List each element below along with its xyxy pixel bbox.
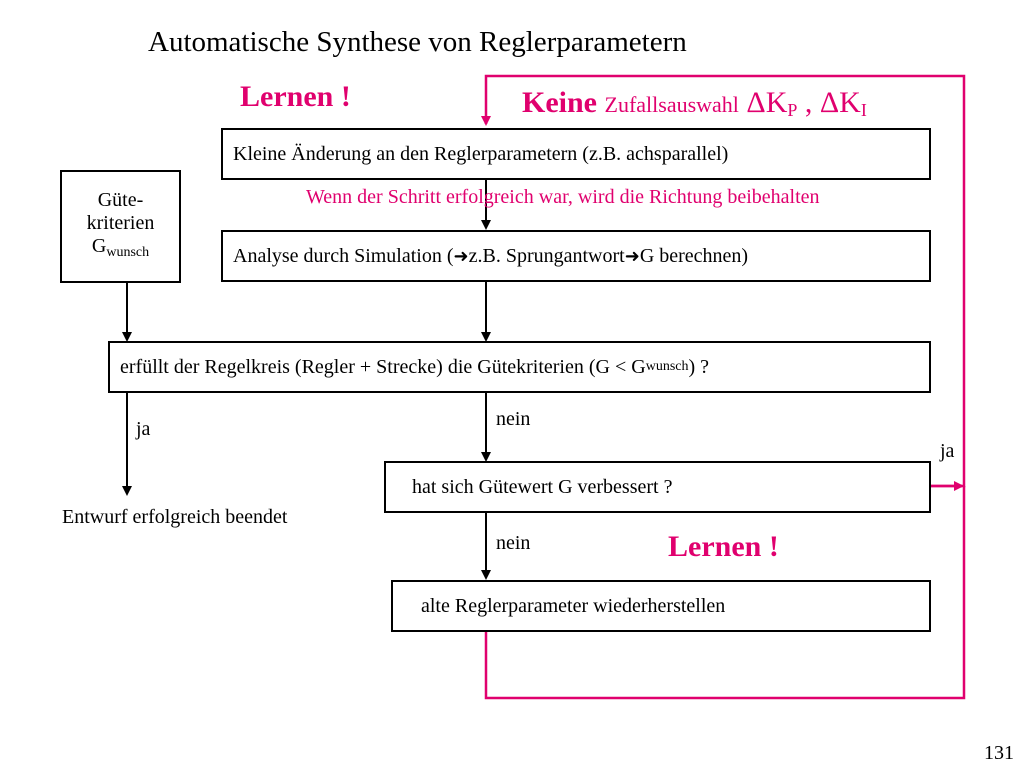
delta-kp-sub: P <box>787 100 798 120</box>
right-arrow-icon: ➜ <box>453 245 469 267</box>
restore-text: alte Reglerparameter wiederherstellen <box>421 594 726 617</box>
step-change-text: Kleine Änderung an den Reglerparametern (z.B. achsparallel) <box>233 142 729 165</box>
improved-text: hat sich Gütewert G verbessert ? <box>412 475 673 498</box>
zufallsauswahl-word: Zufallsauswahl <box>604 92 739 117</box>
keine-zufallsauswahl-label <box>522 86 867 121</box>
page-number: 131 <box>984 742 1014 764</box>
check-text-b: ) ? <box>688 355 710 378</box>
delta-sep: , <box>797 86 820 119</box>
guete-line2: kriterien <box>86 212 155 234</box>
check-text-sub: wunsch <box>645 359 689 374</box>
right-arrow-icon: ➜ <box>624 245 640 267</box>
step-check-box <box>108 341 931 393</box>
guete-line1: Güte- <box>97 189 144 211</box>
page-title: Automatische Synthese von Reglerparametern <box>148 26 687 58</box>
step-improved-box <box>384 461 931 513</box>
nein-low-label: nein <box>496 532 531 554</box>
step-analyse-box <box>221 230 931 282</box>
delta-ki: ΔK <box>819 86 861 119</box>
analyse-text-c: G berechnen) <box>639 244 749 267</box>
direction-hint: Wenn der Schritt erfolgreich war, wird die Richtung beibehalten <box>306 186 820 208</box>
end-text: Entwurf erfolgreich beendet <box>62 506 288 528</box>
step-restore-box <box>391 580 931 632</box>
keine-word: Keine <box>522 86 597 119</box>
delta-ki-sub: I <box>860 100 867 120</box>
guete-kriterien-box <box>60 170 181 283</box>
analyse-text-a: Analyse durch Simulation ( <box>233 244 454 267</box>
guete-line3-sub: wunsch <box>106 245 150 260</box>
guete-line3: G <box>91 235 107 257</box>
nein-mid-label: nein <box>496 408 531 430</box>
delta-kp: ΔK <box>746 86 788 119</box>
check-text-a: erfüllt der Regelkreis (Regler + Strecke) die Gütekriterien (G < G <box>120 355 646 378</box>
analyse-text-b: z.B. Sprungantwort <box>468 244 625 267</box>
ja-right-label: ja <box>940 440 955 462</box>
step-change-box <box>221 128 931 180</box>
learn-label-top: Lernen ! <box>240 80 351 113</box>
ja-left-label: ja <box>136 418 151 440</box>
learn-label-bottom: Lernen ! <box>668 530 779 563</box>
